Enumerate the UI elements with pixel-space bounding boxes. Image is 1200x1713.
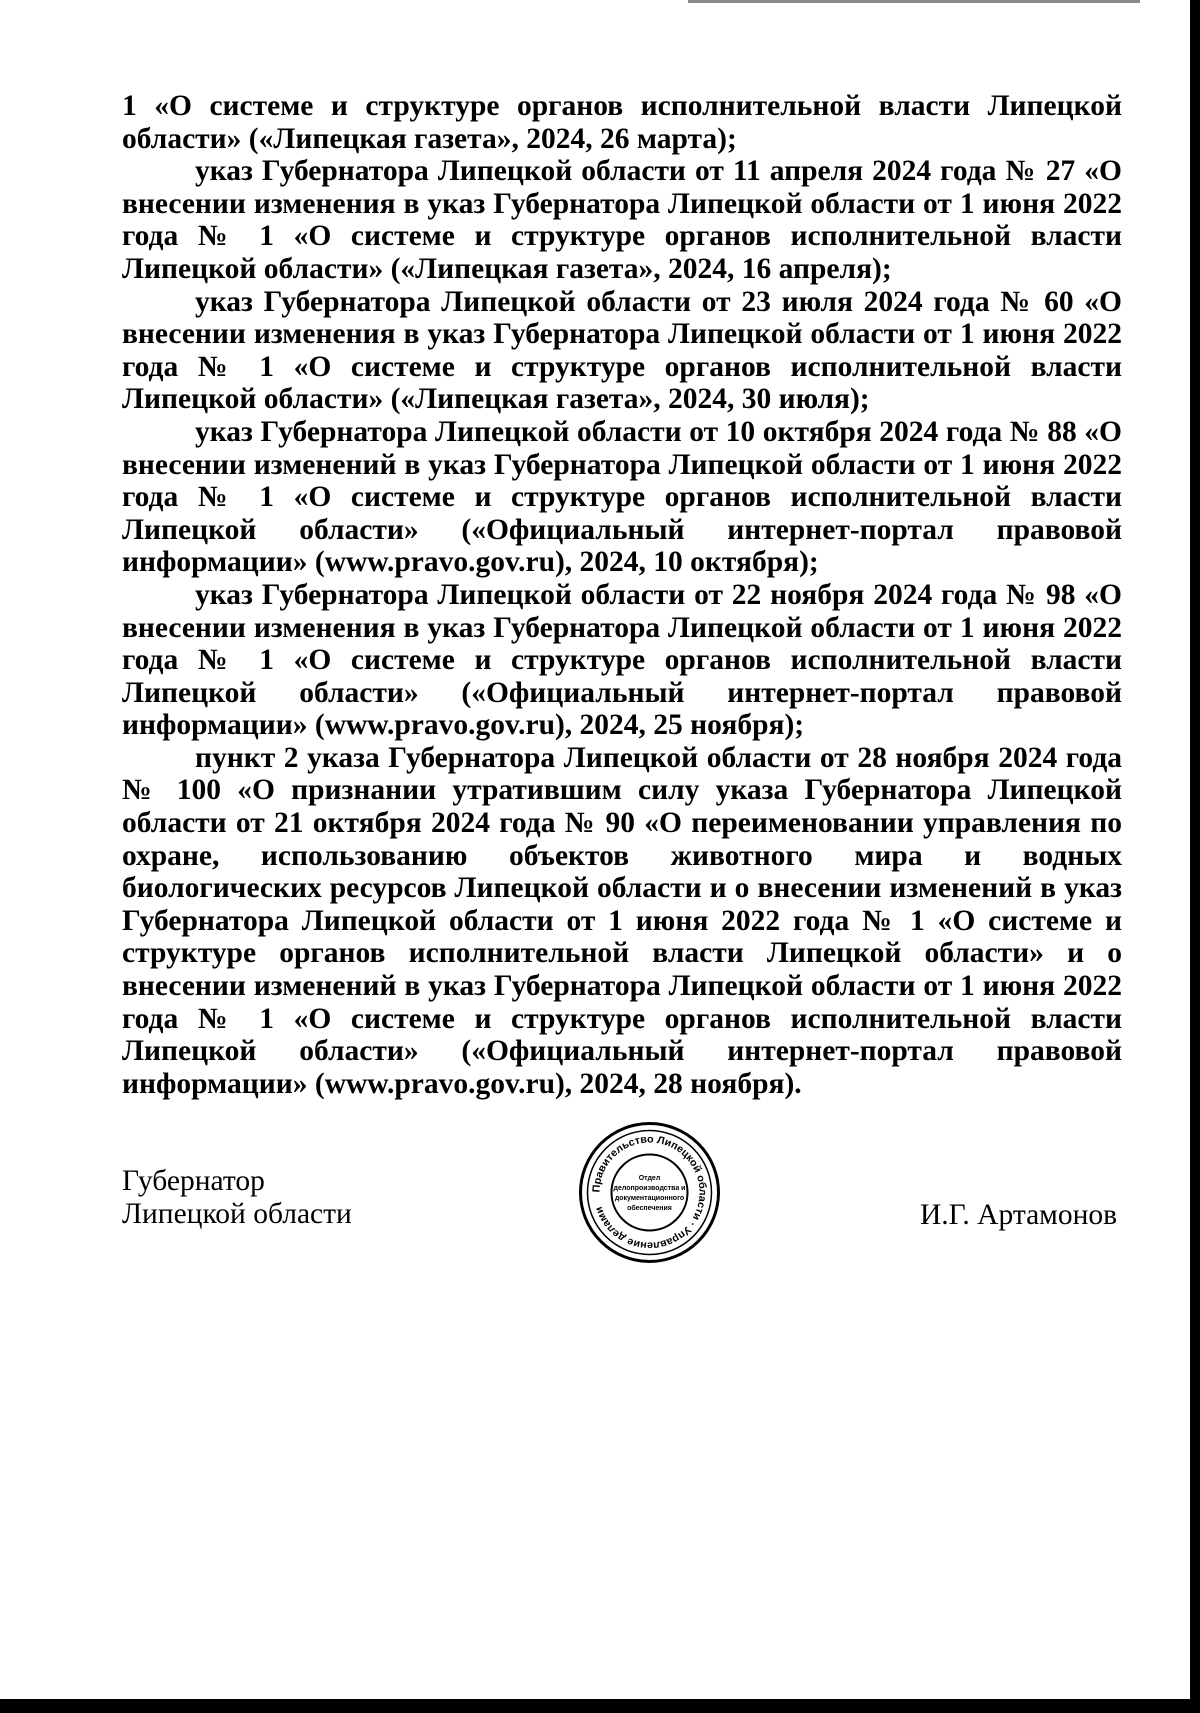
scan-bottom-edge [0,1699,1200,1713]
paragraph-decree-88: указ Губернатора Липецкой области от 10 октября 2024 года № 88 «О внесении изменений в указ Губернатора Липецкой области от 1 июня 2022 года № 1 «О системе и структуре органов исполнительной власти Липецкой области» («Официальный интернет-портал правовой информации» (www.pravo.gov.ru), 2024, 10 октября); [122,415,1122,579]
seal-inner-line-2: делопроизводства и [613,1185,686,1192]
signatory-name: И.Г. Артамонов [920,1199,1118,1231]
scan-top-edge-mark [688,0,1140,3]
seal-inner-line-3: документационного [614,1195,685,1202]
paragraph-decree-98: указ Губернатора Липецкой области от 22 ноября 2024 года № 98 «О внесении изменения в указ Губернатора Липецкой области от 1 июня 2022 года № 1 «О системе и структуре органов исполнительной власти Липецкой области» («Официальный интернет-портал правовой информации» (www.pravo.gov.ru), 2024, 25 ноября); [122,578,1122,742]
seal-inner-line-1: Отдел [638,1175,661,1182]
paragraph-continuation: 1 «О системе и структуре органов исполнительной власти Липецкой области» («Липецкая газета», 2024, 26 марта); [122,90,1122,155]
document-body [122,90,1122,1100]
signature-position-line-2: Липецкой области [122,1198,352,1230]
paragraph-decree-60: указ Губернатора Липецкой области от 23 июля 2024 года № 60 «О внесении изменения в указ Губернатора Липецкой области от 1 июня 2022 года № 1 «О системе и структуре органов исполнительной власти Липецкой области» («Липецкая газета», 2024, 30 июля); [122,285,1122,416]
official-seal-stamp [577,1120,722,1265]
seal-ring-text: Правительство Липецкой области · Управление делами [590,1133,709,1252]
scan-right-edge [1190,0,1200,1713]
signature-position [122,1165,352,1231]
paragraph-decree-100: пункт 2 указа Губернатора Липецкой области от 28 ноября 2024 года № 100 «О признании утратившим силу указа Губернатора Липецкой области от 21 октября 2024 года № 90 «О переименовании управления по охране, использованию объектов животного мира и водных биологических ресурсов Липецкой области и о внесении изменений в указ Губернатора Липецкой области от 1 июня 2022 года № 1 «О системе и структуре органов исполнительной власти Липецкой области» и о внесении изменений в указ Губернатора Липецкой области от 1 июня 2022 года № 1 «О системе и структуре органов исполнительной власти Липецкой области» («Официальный интернет-портал правовой информации» (www.pravo.gov.ru), 2024, 28 ноября). [122,741,1122,1100]
paragraph-decree-27: указ Губернатора Липецкой области от 11 апреля 2024 года № 27 «О внесении изменения в указ Губернатора Липецкой области от 1 июня 2022 года № 1 «О системе и структуре органов исполнительной власти Липецкой области» («Липецкая газета», 2024, 16 апреля); [122,155,1122,285]
seal-graphic [577,1120,722,1265]
seal-inner-line-4: обеспечения [627,1205,672,1212]
signature-position-line-1: Губернатор [122,1165,265,1197]
svg-text:Правительство Липецкой области [590,1133,708,1251]
